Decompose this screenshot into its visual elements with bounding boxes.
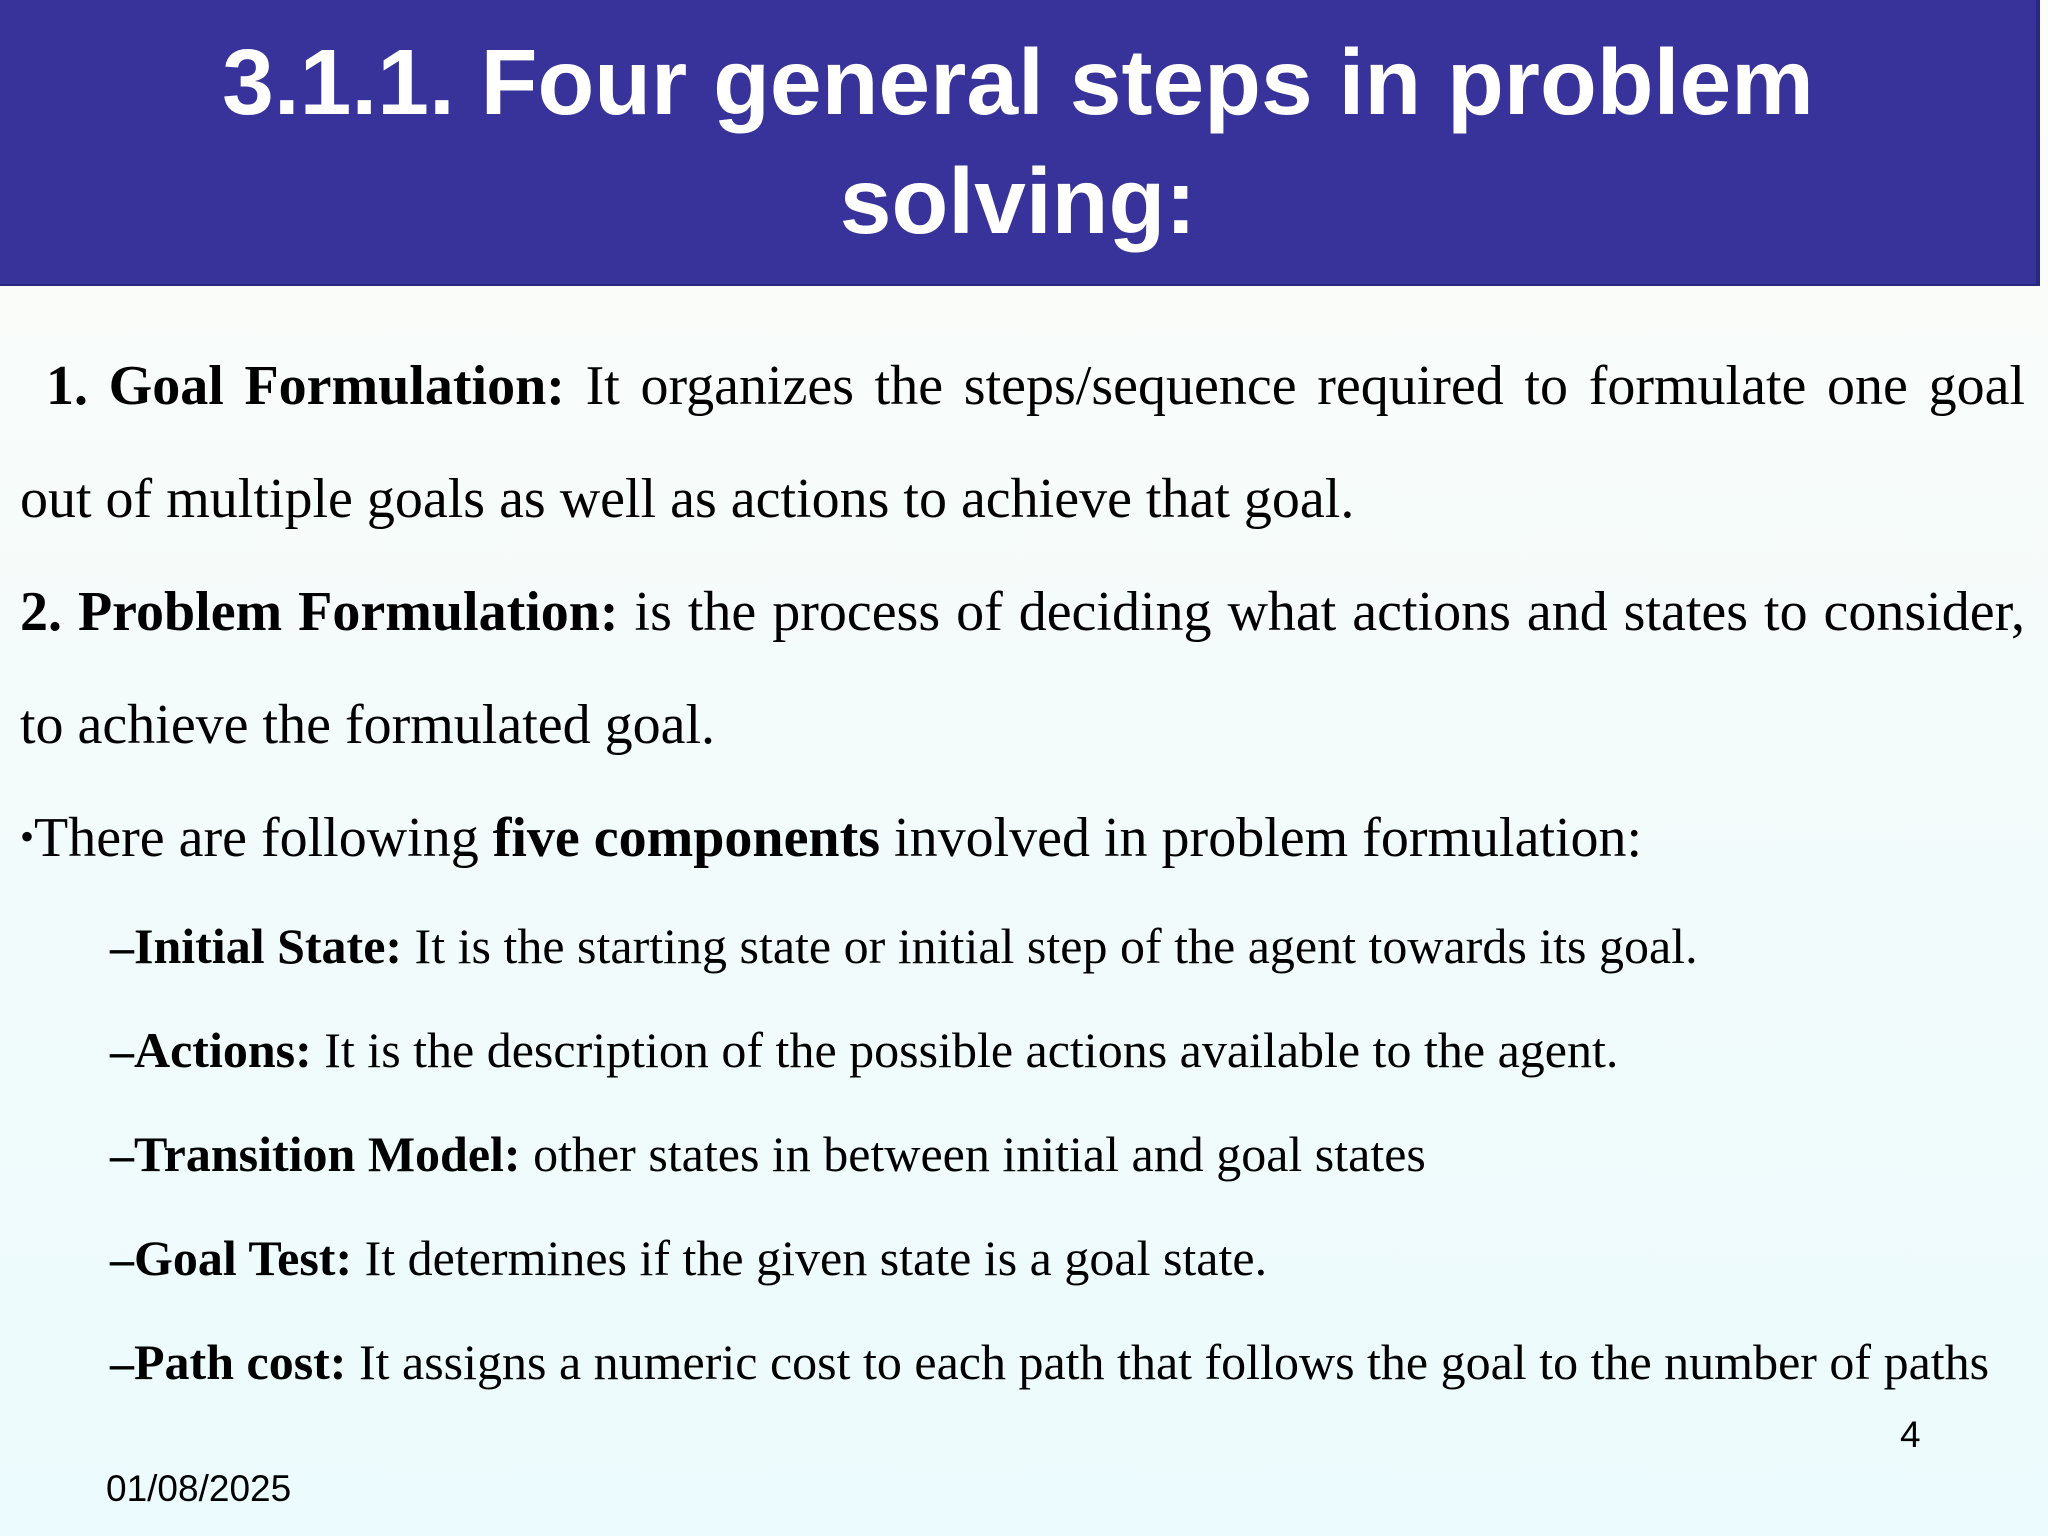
step-text: It organizes the steps/sequence required to formulate one goal out of multiple goals as well as actions to achieve that goal. bbox=[20, 355, 2026, 530]
components-list bbox=[20, 895, 2025, 1415]
dash-icon: – bbox=[110, 1129, 134, 1182]
component-text: It is the description of the possible actions available to the agent. bbox=[311, 1022, 1619, 1078]
step-goal-formulation bbox=[20, 330, 2025, 556]
component-text: It is the starting state or initial step of the agent towards its goal. bbox=[402, 918, 1698, 974]
component-text: It determines if the given state is a goal state. bbox=[352, 1230, 1268, 1286]
component-text: It assigns a numeric cost to each path that follows the goal to the number of paths bbox=[346, 1334, 1990, 1390]
bullet-text-before: There are following bbox=[34, 807, 493, 869]
bullet-text-bold: five components bbox=[492, 807, 881, 869]
step-text: is the process of deciding what actions and states to consider, to achieve the formulated goal. bbox=[20, 581, 2025, 756]
component-goal-test bbox=[110, 1207, 2025, 1311]
dash-icon: – bbox=[110, 1337, 134, 1390]
slide-title: 3.1.1. Four general steps in problem solving: bbox=[222, 30, 1814, 253]
page-number: 4 bbox=[1900, 1414, 1921, 1455]
dash-icon: – bbox=[110, 1233, 134, 1286]
slide-body bbox=[20, 330, 2025, 1415]
step-label: 2. Problem Formulation: bbox=[20, 581, 619, 643]
dash-icon: – bbox=[110, 921, 134, 974]
component-label: Actions: bbox=[134, 1022, 312, 1078]
components-bullet bbox=[20, 782, 2025, 895]
component-text: other states in between initial and goal states bbox=[520, 1126, 1426, 1182]
step-problem-formulation bbox=[20, 556, 2025, 782]
slide-title-bar bbox=[0, 0, 2040, 286]
component-label: Transition Model: bbox=[134, 1126, 521, 1182]
component-initial-state bbox=[110, 895, 2025, 999]
dash-icon: – bbox=[110, 1025, 134, 1078]
component-transition-model bbox=[110, 1103, 2025, 1207]
component-label: Goal Test: bbox=[134, 1230, 353, 1286]
footer-date: 01/08/2025 bbox=[106, 1468, 292, 1509]
bullet-text-after: involved in problem formulation: bbox=[880, 807, 1643, 869]
component-actions bbox=[110, 999, 2025, 1103]
step-label: 1. Goal Formulation: bbox=[46, 355, 565, 417]
bullet-icon: • bbox=[20, 814, 35, 859]
component-label: Initial State: bbox=[134, 918, 403, 974]
component-label: Path cost: bbox=[134, 1334, 347, 1390]
component-path-cost bbox=[110, 1311, 2025, 1415]
